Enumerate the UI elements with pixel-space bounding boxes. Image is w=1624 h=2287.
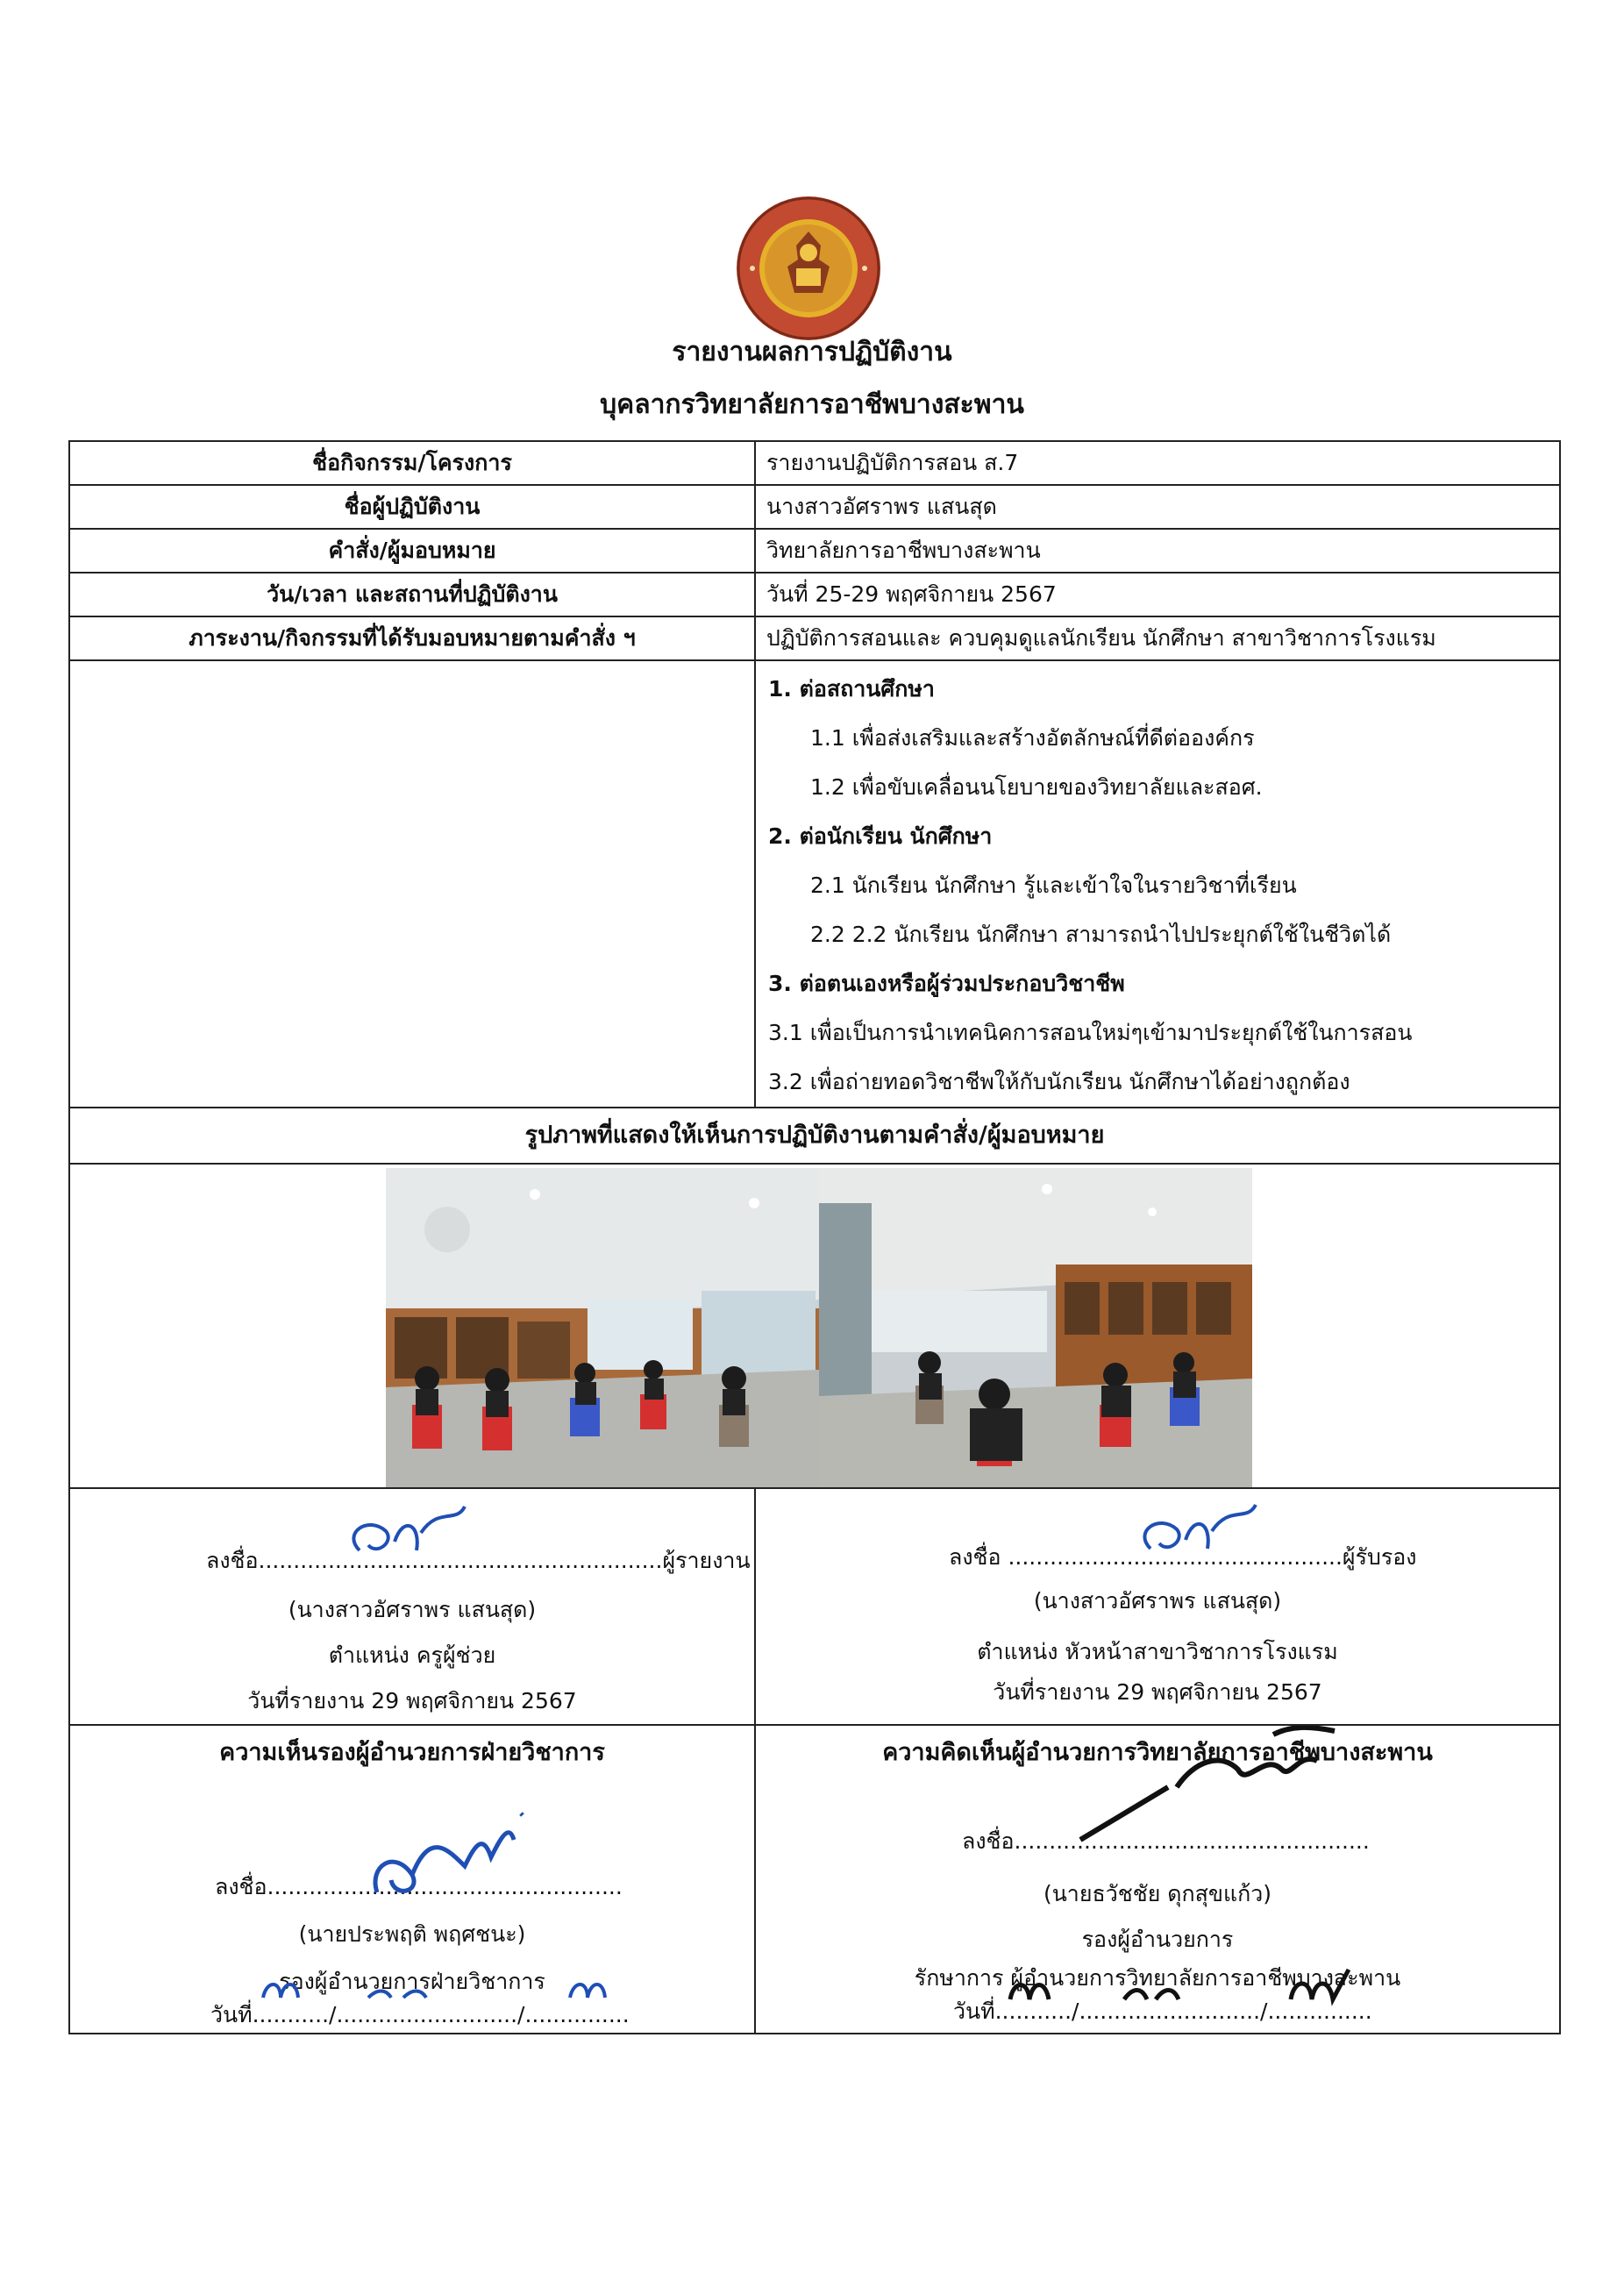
classroom-photo-left <box>386 1168 819 1487</box>
photo-heading-row <box>69 1108 1560 1164</box>
info-row <box>69 485 1560 529</box>
info-value: วันที่ 25-29 พฤศจิกายน 2567 <box>755 573 1560 616</box>
college-seal-logo <box>735 195 882 342</box>
reporter-name: (นางสาวอัศราพร แสนสุด) <box>288 1597 537 1622</box>
certifier-signature-mark <box>1124 1496 1282 1575</box>
sign-dots: .......................................................... <box>258 1548 663 1573</box>
opinion-row <box>69 1725 1560 2034</box>
objective-item: 2.1 นักเรียน นักศึกษา รู้และเข้าใจในรายวิชาที่เรียน <box>810 873 1297 898</box>
objective-heading: 1. ต่อสถานศึกษา <box>768 676 935 702</box>
director-date: วันที่.........../........................../............... <box>953 1998 1372 2024</box>
sign-dots: ................................................ <box>1008 1544 1343 1570</box>
director-opinion-cell <box>755 1725 1560 2034</box>
objectives-blank-cell <box>69 660 755 1108</box>
reporter-position: ตำแหน่ง ครูผู้ช่วย <box>328 1642 496 1668</box>
info-key: ชื่อกิจกรรม/โครงการ <box>69 441 755 485</box>
info-key: คำสั่ง/ผู้มอบหมาย <box>69 529 755 573</box>
objective-item: 1.2 เพื่อขับเคลื่อนนโยบายของวิทยาลัยและสอศ. <box>810 774 1263 800</box>
report-table <box>68 440 1561 2034</box>
objectives-row <box>69 660 1560 1108</box>
deputy-opinion-cell <box>69 1725 755 2034</box>
deputy-position: รองผู้อำนวยการฝ่ายวิชาการ <box>279 1969 545 1994</box>
deputy-name: (นายประพฤติ พฤศชนะ) <box>298 1921 526 1947</box>
sign-prefix: ลงชื่อ <box>949 1544 1001 1570</box>
director-sign-line: ลงชื่อ................................................... <box>962 1828 1370 1854</box>
reporter-signature-mark <box>333 1498 491 1577</box>
sign-suffix: ผู้รับรอง <box>1342 1544 1417 1570</box>
certifier-name: (นางสาวอัศราพร แสนสุด) <box>1033 1588 1282 1614</box>
objective-heading: 2. ต่อนักเรียน นักศึกษา <box>768 823 993 849</box>
info-value: นางสาวอัศราพร แสนสุด <box>755 485 1560 529</box>
info-row <box>69 616 1560 660</box>
objective-heading: 3. ต่อตนเองหรือผู้ร่วมประกอบวิชาชีพ <box>768 971 1125 996</box>
info-row <box>69 441 1560 485</box>
certifier-position: ตำแหน่ง หัวหน้าสาขาวิชาการโรงแรม <box>977 1639 1338 1664</box>
deputy-opinion-heading: ความเห็นรองผู้อำนวยการฝ่ายวิชาการ <box>219 1739 605 1766</box>
sign-prefix: ลงชื่อ <box>206 1548 259 1573</box>
objective-item: 1.1 เพื่อส่งเสริมและสร้างอัตลักษณ์ที่ดีต่อองค์กร <box>810 725 1255 751</box>
certifier-date: วันที่รายงาน 29 พฤศจิกายน 2567 <box>993 1679 1322 1705</box>
deputy-signature-mark <box>360 1796 535 1910</box>
objectives-cell <box>755 660 1560 1108</box>
info-key: ชื่อผู้ปฏิบัติงาน <box>69 485 755 529</box>
objective-item: 3.1 เพื่อเป็นการนำเทคนิคการสอนใหม่ๆเข้ามาประยุกต์ใช้ในการสอน <box>768 1020 1413 1045</box>
photo-row <box>69 1164 1560 1488</box>
report-title: รายงานผลการปฏิบัติงาน <box>672 337 952 367</box>
director-signature-mark <box>1072 1726 1352 1849</box>
info-key: ภาระงาน/กิจกรรมที่ได้รับมอบหมายตามคำสั่ง ฯ <box>69 616 755 660</box>
photo-heading: รูปภาพที่แสดงให้เห็นการปฏิบัติงานตามคำสั่ง/ผู้มอบหมาย <box>69 1108 1560 1164</box>
info-key: วัน/เวลา และสถานที่ปฏิบัติงาน <box>69 573 755 616</box>
director-name: (นายธวัชชัย ดุกสุขแก้ว) <box>1043 1881 1272 1906</box>
info-row <box>69 529 1560 573</box>
classroom-photo-right <box>819 1168 1252 1487</box>
objective-item: 2.2 2.2 นักเรียน นักศึกษา สามารถนำไปประยุกต์ใช้ในชีวิตได้ <box>810 922 1392 947</box>
sign-suffix: ผู้รายงาน <box>662 1548 751 1573</box>
director-position: รองผู้อำนวยการ <box>1081 1927 1234 1952</box>
info-value: ปฏิบัติการสอนและ ควบคุมดูแลนักเรียน นักศึกษา สาขาวิชาการโรงแรม <box>755 616 1560 660</box>
director-opinion-heading: ความคิดเห็นผู้อำนวยการวิทยาลัยการอาชีพบางสะพาน <box>882 1739 1433 1766</box>
info-value: วิทยาลัยการอาชีพบางสะพาน <box>755 529 1560 573</box>
reporter-signature-cell <box>69 1488 755 1725</box>
objective-item: 3.2 เพื่อถ่ายทอดวิชาชีพให้กับนักเรียน นักศึกษาได้อย่างถูกต้อง <box>768 1069 1350 1094</box>
photo-cell <box>69 1164 1560 1488</box>
info-row <box>69 573 1560 616</box>
deputy-sign-line: ลงชื่อ................................................... <box>215 1874 623 1899</box>
report-subtitle: บุคลากรวิทยาลัยการอาชีพบางสะพาน <box>600 389 1024 420</box>
deputy-date-handwriting <box>254 1963 658 2015</box>
director-date-handwriting <box>1001 1961 1370 2017</box>
director-acting-title: รักษาการ ผู้อำนวยการวิทยาลัยการอาชีพบางสะพาน <box>914 1965 1401 1991</box>
certifier-signature-cell <box>755 1488 1560 1725</box>
info-value: รายงานปฏิบัติการสอน ส.7 <box>755 441 1560 485</box>
deputy-date: วันที่.........../........................../............... <box>210 2002 630 2027</box>
signature-row <box>69 1488 1560 1725</box>
reporter-date: วันที่รายงาน 29 พฤศจิกายน 2567 <box>247 1688 577 1713</box>
